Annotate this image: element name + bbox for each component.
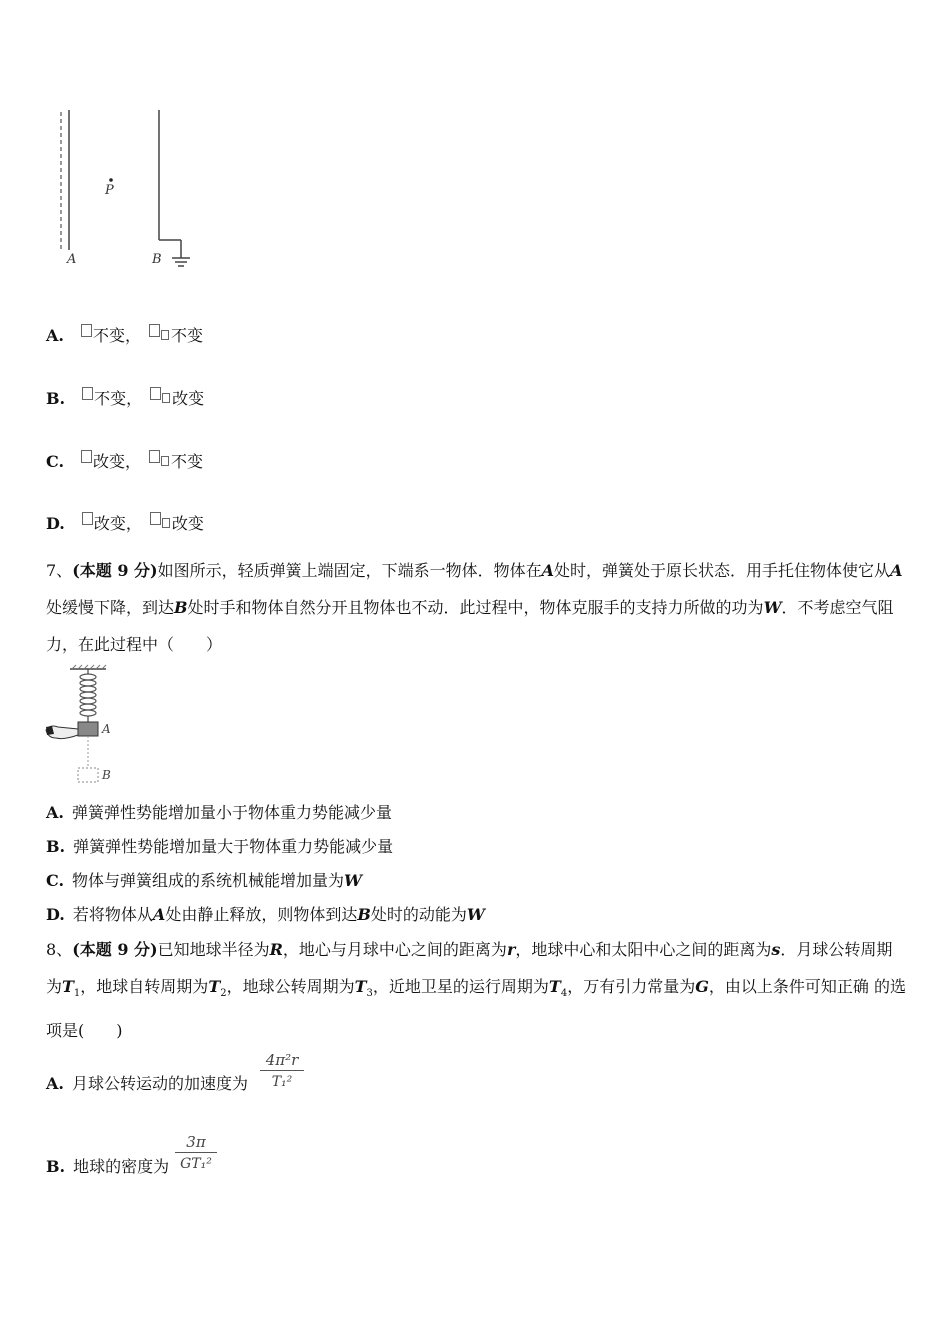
option-letter: D.	[46, 905, 65, 924]
option-text: 物体与弹簧组成的系统机械能增加量为	[72, 871, 345, 890]
option-letter: B.	[46, 389, 66, 408]
option-text: 改变，	[93, 514, 142, 533]
missing-symbol-icon	[81, 324, 92, 337]
option-letter: A.	[46, 326, 64, 345]
question-8-stem	[46, 931, 908, 1049]
fraction-density	[175, 1132, 217, 1175]
option-text: 弹簧弹性势能增加量大于物体重力势能减少量	[73, 837, 394, 856]
option-text: 处由静止释放，则物体到达	[165, 905, 358, 924]
stem-text: ，地球自转周期为	[80, 977, 209, 996]
stem-text: ，由以上条件可知正确 的选项是( )	[46, 977, 906, 1041]
stem-text: ，地球中心和太阳中心之间的距离为	[515, 940, 772, 959]
fraction-numerator: 3π	[186, 1133, 206, 1151]
stem-text: 处缓慢下降，到达	[46, 598, 175, 617]
missing-symbol-icon	[82, 387, 93, 400]
capacitor-diagram	[52, 110, 200, 275]
q7-option-b[interactable]	[46, 837, 393, 857]
stem-text: ，地心与月球中心之间的距离为	[282, 940, 507, 959]
subscript: 4	[560, 988, 568, 1000]
var-w: W	[466, 905, 485, 924]
fraction-numerator: 4π²r	[265, 1051, 299, 1069]
spring-diagram	[44, 664, 134, 786]
q7-option-d[interactable]	[46, 905, 485, 925]
missing-symbol-icon	[161, 456, 169, 466]
option-letter: D.	[46, 514, 65, 533]
var-t: T	[208, 977, 221, 996]
capacitor-figure	[52, 110, 200, 275]
var-s: s	[771, 940, 781, 959]
missing-symbol-icon	[149, 450, 160, 463]
var-w: W	[344, 871, 363, 890]
plate-b-label: B	[152, 252, 162, 267]
missing-symbol-icon	[161, 330, 169, 340]
missing-symbol-icon	[149, 324, 160, 337]
var-b: B	[357, 905, 371, 924]
missing-symbol-icon	[82, 512, 93, 525]
option-text: 不变	[171, 326, 204, 345]
stem-text: ，地球公转周期为	[226, 977, 355, 996]
stem-text: 如图所示，轻质弹簧上端固定，下端系一物体．物体在	[157, 561, 542, 580]
var-b: B	[174, 598, 188, 617]
option-letter: A.	[46, 1074, 64, 1093]
question-number: 8、	[46, 940, 73, 959]
missing-symbol-icon	[162, 518, 170, 528]
option-text: 改变	[171, 514, 204, 533]
stem-text: 处时手和物体自然分开且物体也不动．此过程中，物体克服手的支持力所做的功为	[187, 598, 764, 617]
option-text: 弹簧弹性势能增加量小于物体重力势能减少量	[71, 803, 392, 822]
option-letter: B.	[46, 1157, 66, 1176]
var-g: G	[695, 977, 709, 996]
option-letter: C.	[46, 452, 65, 471]
question-7-stem	[46, 552, 908, 663]
q6-option-b[interactable]	[46, 387, 204, 409]
var-a: A	[541, 561, 555, 580]
missing-symbol-icon	[81, 450, 92, 463]
var-t: T	[62, 977, 74, 996]
stem-text: ，万有引力常量为	[567, 977, 696, 996]
stem-text: 已知地球半径为	[157, 940, 270, 959]
plate-a-label: A	[67, 252, 77, 267]
q7-option-c[interactable]	[46, 871, 362, 891]
option-letter: A.	[46, 803, 64, 822]
question-number: 7、	[46, 561, 73, 580]
option-text: 地球的密度为	[73, 1157, 170, 1176]
var-a: A	[152, 905, 166, 924]
spring-figure	[44, 664, 134, 786]
question-points: (本题 9 分)	[72, 940, 158, 959]
fraction-denominator: GT₁²	[180, 1156, 212, 1172]
subscript: 1	[73, 988, 81, 1000]
missing-symbol-icon	[162, 393, 170, 403]
stem-text: 处时，弹簧处于原长状态．用手托住物体使它从	[554, 561, 891, 580]
q7-option-a[interactable]	[46, 803, 392, 823]
missing-symbol-icon	[150, 512, 161, 525]
subscript: 2	[220, 988, 227, 1000]
q6-option-c[interactable]	[46, 450, 203, 472]
fraction-acceleration	[260, 1050, 304, 1093]
missing-symbol-icon	[150, 387, 161, 400]
point-p-label: P	[105, 183, 114, 198]
option-letter: B.	[46, 837, 66, 856]
q8-option-b[interactable]	[46, 1157, 169, 1177]
spring-a-label: A	[102, 722, 111, 736]
stem-text: ，近地卫星的运行周期为	[372, 977, 549, 996]
spring-b-label: B	[102, 768, 111, 782]
var-w: W	[763, 598, 782, 617]
question-points: (本题 9 分)	[72, 561, 158, 580]
var-t: T	[354, 977, 367, 996]
option-text: 若将物体从	[72, 905, 153, 924]
q8-option-a[interactable]	[46, 1074, 248, 1094]
fraction-denominator: T₁²	[271, 1074, 293, 1090]
option-text: 不变	[171, 452, 204, 471]
q6-option-d[interactable]	[46, 512, 204, 534]
var-r-upper: R	[269, 940, 283, 959]
var-a: A	[890, 561, 903, 580]
option-text: 不变，	[94, 389, 143, 408]
option-text: 改变	[172, 389, 205, 408]
subscript: 3	[366, 988, 373, 1000]
option-text: 改变，	[93, 452, 142, 471]
var-r: r	[506, 940, 516, 959]
stem-text: ．月球公转周期为	[46, 940, 893, 996]
option-text: 处时的动能为	[370, 905, 467, 924]
q6-option-a[interactable]	[46, 324, 203, 346]
var-t: T	[548, 977, 561, 996]
stem-text: ．不考虑空气阻力，在此过程中（ ）	[46, 598, 894, 654]
option-text: 月球公转运动的加速度为	[71, 1074, 248, 1093]
option-letter: C.	[46, 871, 65, 890]
option-text: 不变，	[92, 326, 141, 345]
